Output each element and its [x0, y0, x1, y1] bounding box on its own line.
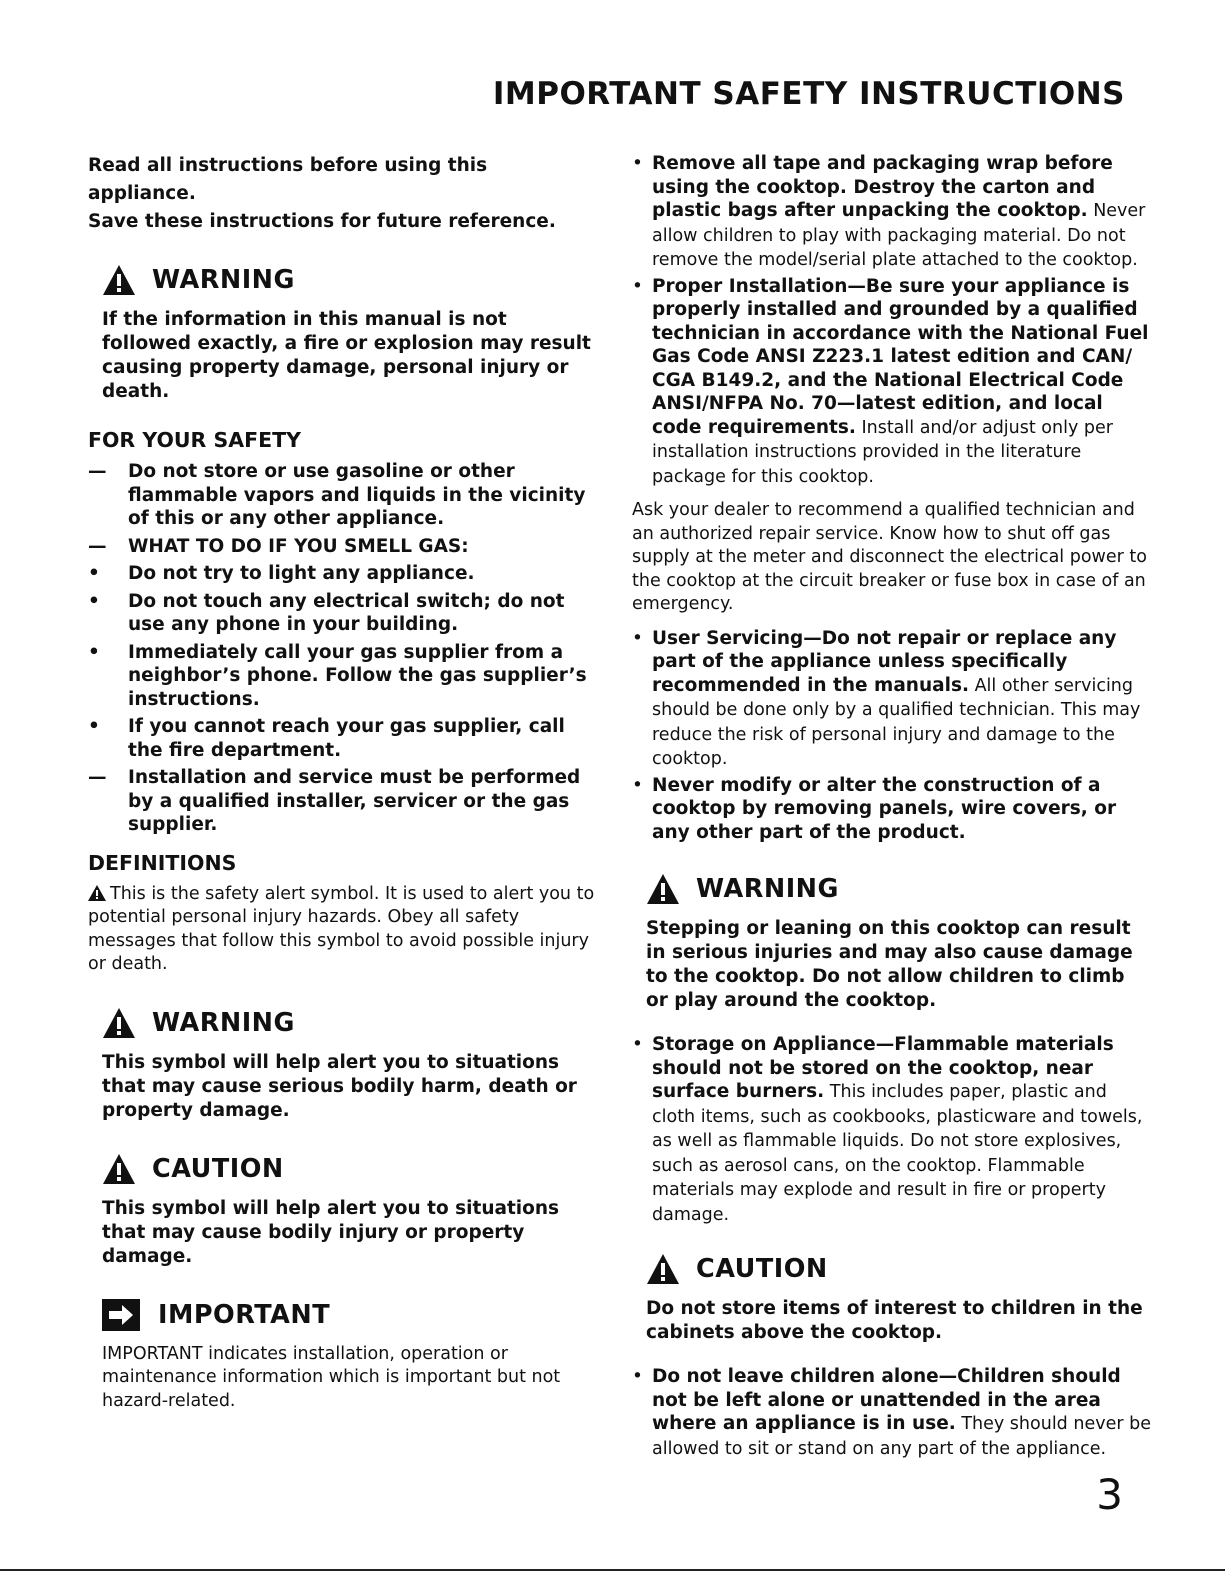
warning-label: WARNING [152, 1007, 295, 1038]
intro-line-2: Save these instructions for future reference. [88, 211, 556, 232]
safety-alert-icon [88, 885, 106, 901]
important-text: IMPORTANT indicates installation, operation or maintenance information which is important but not hazard-related. [102, 1343, 561, 1411]
caution-triangle-icon [102, 1153, 136, 1185]
safety-item: • Immediately call your gas supplier from a neighbor’s phone. Follow the gas supplier’s instructions. [88, 641, 587, 710]
safety-list [88, 460, 600, 837]
caution-label: CAUTION [696, 1254, 828, 1284]
list-item: • Never modify or alter the construction of a cooktop by removing panels, wire covers, or any other part of the product. [632, 774, 1117, 843]
caution-text-2: Do not store items of interest to children in the cabinets above the cooktop. [646, 1298, 1143, 1343]
arrow-right-icon [102, 1299, 140, 1331]
caution-label: CAUTION [152, 1153, 284, 1184]
warning-text-3: Stepping or leaning on this cooktop can result in serious injuries and may also cause damage to the cooktop. Do not allow children to climb or play around the cooktop. [646, 918, 1133, 1011]
page-number: 3 [1096, 1470, 1123, 1519]
safety-item: — WHAT TO DO IF YOU SMELL GAS: [88, 535, 469, 557]
bullet-list-4 [632, 1365, 1152, 1461]
bullet-list-3 [632, 1033, 1152, 1227]
list-item: • Storage on Appliance—Flammable materials should not be stored on the cooktop, near surface burners. This includes paper, plastic and cloth items, such as cookbooks, plasticware and towels, as well as flammable liquids. Do not store explosives, such as aerosol cans, on the cooktop. Flammable materials may explode and result in fire or property damage. [632, 1034, 1143, 1225]
footer-rule [0, 1569, 1225, 1571]
safety-heading: FOR YOUR SAFETY [88, 428, 301, 452]
safety-item: — Do not store or use gasoline or other flammable vapors and liquids in the vicinity of this or any other appliance. [88, 461, 586, 529]
safety-item: • Do not try to light any appliance. [88, 563, 475, 584]
warning-signal-3 [632, 873, 1152, 905]
warning-text-1: If the information in this manual is not followed exactly, a fire or explosion may result causing property damage, personal injury or death. [102, 309, 591, 402]
warning-triangle-icon [102, 264, 136, 296]
caution-triangle-icon [646, 1253, 680, 1285]
warning-signal-1 [88, 264, 600, 296]
list-item: • Remove all tape and packaging wrap before using the cooktop. Destroy the carton and plastic bags after unpacking the cooktop. Never allow children to play with packaging material. Do not remove the model/serial plate attached to the cooktop. [632, 153, 1146, 270]
list-item: • Do not leave children alone—Children should not be left alone or unattended in the area where an appliance is in use. They should never be allowed to sit or stand on any part of the appliance. [632, 1366, 1151, 1459]
list-item: • Proper Installation—Be sure your appliance is properly installed and grounded by a qualified technician in accordance with the National Fuel Gas Code ANSI Z223.1 latest edition and CAN/ CGA B149.2, and the National Electrical Code ANSI/NFPA No. 70—latest edition, and local code requirements. Install and/or adjust only per installation instructions provided in the literature package for this cooktop. [632, 275, 1149, 487]
left-column [88, 152, 600, 1413]
warning-triangle-icon [646, 873, 680, 905]
caution-signal-2 [632, 1253, 1152, 1285]
warning-label: WARNING [696, 874, 839, 904]
caution-signal-1 [88, 1153, 600, 1185]
warning-triangle-icon [102, 1007, 136, 1039]
safety-item: • If you cannot reach your gas supplier, call the fire department. [88, 716, 565, 761]
list-item: • User Servicing—Do not repair or replace any part of the appliance unless specifically recommended in the manuals. All other servicing should be done only by a qualified technician. This may reduce the risk of personal injury and damage to the cooktop. [632, 627, 1141, 769]
definitions-text: This is the safety alert symbol. It is used to alert you to potential personal injury hazards. Obey all safety messages that follow this symbol to avoid possible injury or death. [88, 883, 595, 974]
safety-item: — Installation and service must be performed by a qualified installer, servicer or the gas supplier. [88, 767, 581, 835]
page-title: IMPORTANT SAFETY INSTRUCTIONS [492, 76, 1125, 112]
warning-text-2: This symbol will help alert you to situations that may cause serious bodily harm, death or property damage. [102, 1051, 577, 1121]
intro-line-1: Read all instructions before using this appliance. [88, 155, 488, 204]
dealer-paragraph: Ask your dealer to recommend a qualified technician and an authorized repair service. Know how to shut off gas supply at the meter and disconnect the electrical power to the cooktop at the circuit breaker or fuse box in case of an emergency. [632, 500, 1147, 614]
warning-signal-2 [88, 1007, 600, 1039]
right-column [632, 152, 1152, 1463]
warning-label: WARNING [152, 265, 295, 295]
caution-text-1: This symbol will help alert you to situations that may cause bodily injury or property damage. [102, 1197, 560, 1267]
bullet-list-2 [632, 627, 1152, 846]
bullet-list-1 [632, 152, 1152, 489]
definitions-heading: DEFINITIONS [88, 850, 237, 875]
safety-item: • Do not touch any electrical switch; do not use any phone in your building. [88, 590, 565, 635]
important-label: IMPORTANT [158, 1299, 331, 1330]
important-signal [88, 1299, 600, 1331]
